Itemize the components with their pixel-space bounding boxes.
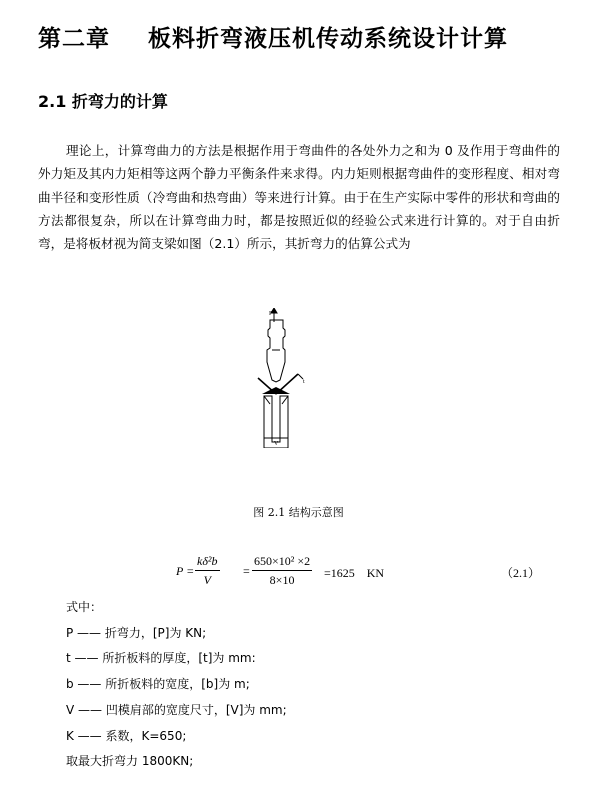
figure-caption: 图 2.1 结构示意图 — [253, 506, 344, 519]
definition-item-b: b —— 所折板料的宽度，[b]为 m; — [66, 677, 250, 692]
definitions-intro: 式中： — [66, 600, 103, 614]
label-v: V — [274, 441, 279, 447]
definitions-closing: 取最大折弯力 1800KN; — [66, 754, 194, 769]
formula-fraction-2 — [252, 554, 312, 588]
chapter-number: 第二章 — [38, 26, 110, 52]
press-brake-diagram — [240, 308, 320, 448]
section-heading: 2.1 折弯力的计算 — [38, 92, 168, 111]
fraction-2-numerator: 650×10² ×2 — [252, 554, 312, 571]
fraction-2-denominator: 8×10 — [269, 573, 295, 587]
label-p: P — [269, 311, 273, 317]
upper-punch — [267, 320, 285, 382]
formula-equals: = — [243, 564, 250, 578]
formula-lhs: P = — [176, 564, 195, 578]
formula-number: （2.1） — [501, 566, 541, 580]
formula-result: =1625 KN — [324, 566, 385, 580]
definition-item-v: V —— 凹模肩部的宽度尺寸，[V]为 mm; — [66, 702, 287, 717]
formula-fraction-1 — [195, 554, 220, 588]
chapter-heading — [38, 20, 508, 53]
label-t: t — [303, 379, 305, 385]
definition-item-p: P —— 折弯力，[P]为 KN; — [66, 625, 207, 640]
die-bevel-right — [282, 396, 288, 404]
body-paragraph: 理论上，计算弯曲力的方法是根据作用于弯曲件的各处外力之和为 0 及作用于弯曲件的外力矩及其内力矩相等这两个静力平衡条件来求得。内力矩则根据弯曲件的变形程度、相对弯曲半径和变形性质（冷弯曲和热弯曲）等来进行计算。由于在生产实际中零件的形状和弯曲的方法都很复杂，所以在计算弯曲力时，都是按照近似的经验公式来进行计算的。对于自由折弯，是将板材视为简支梁如图（2.1）所示，其折弯力的估算公式为 — [38, 143, 560, 252]
formula-2-1 — [0, 552, 597, 592]
definition-list — [66, 595, 287, 775]
fraction-1-denominator: V — [203, 573, 211, 587]
sheet-right — [276, 374, 298, 394]
definition-item-t: t —— 所折板料的厚度，[t]为 mm: — [66, 651, 256, 666]
definition-item-k: K —— 系数，K=650; — [66, 728, 187, 743]
fraction-1-numerator: kδ²b — [195, 554, 220, 571]
die-bevel-left — [264, 396, 270, 404]
chapter-title: 板料折弯液压机传动系统设计计算 — [148, 26, 508, 52]
